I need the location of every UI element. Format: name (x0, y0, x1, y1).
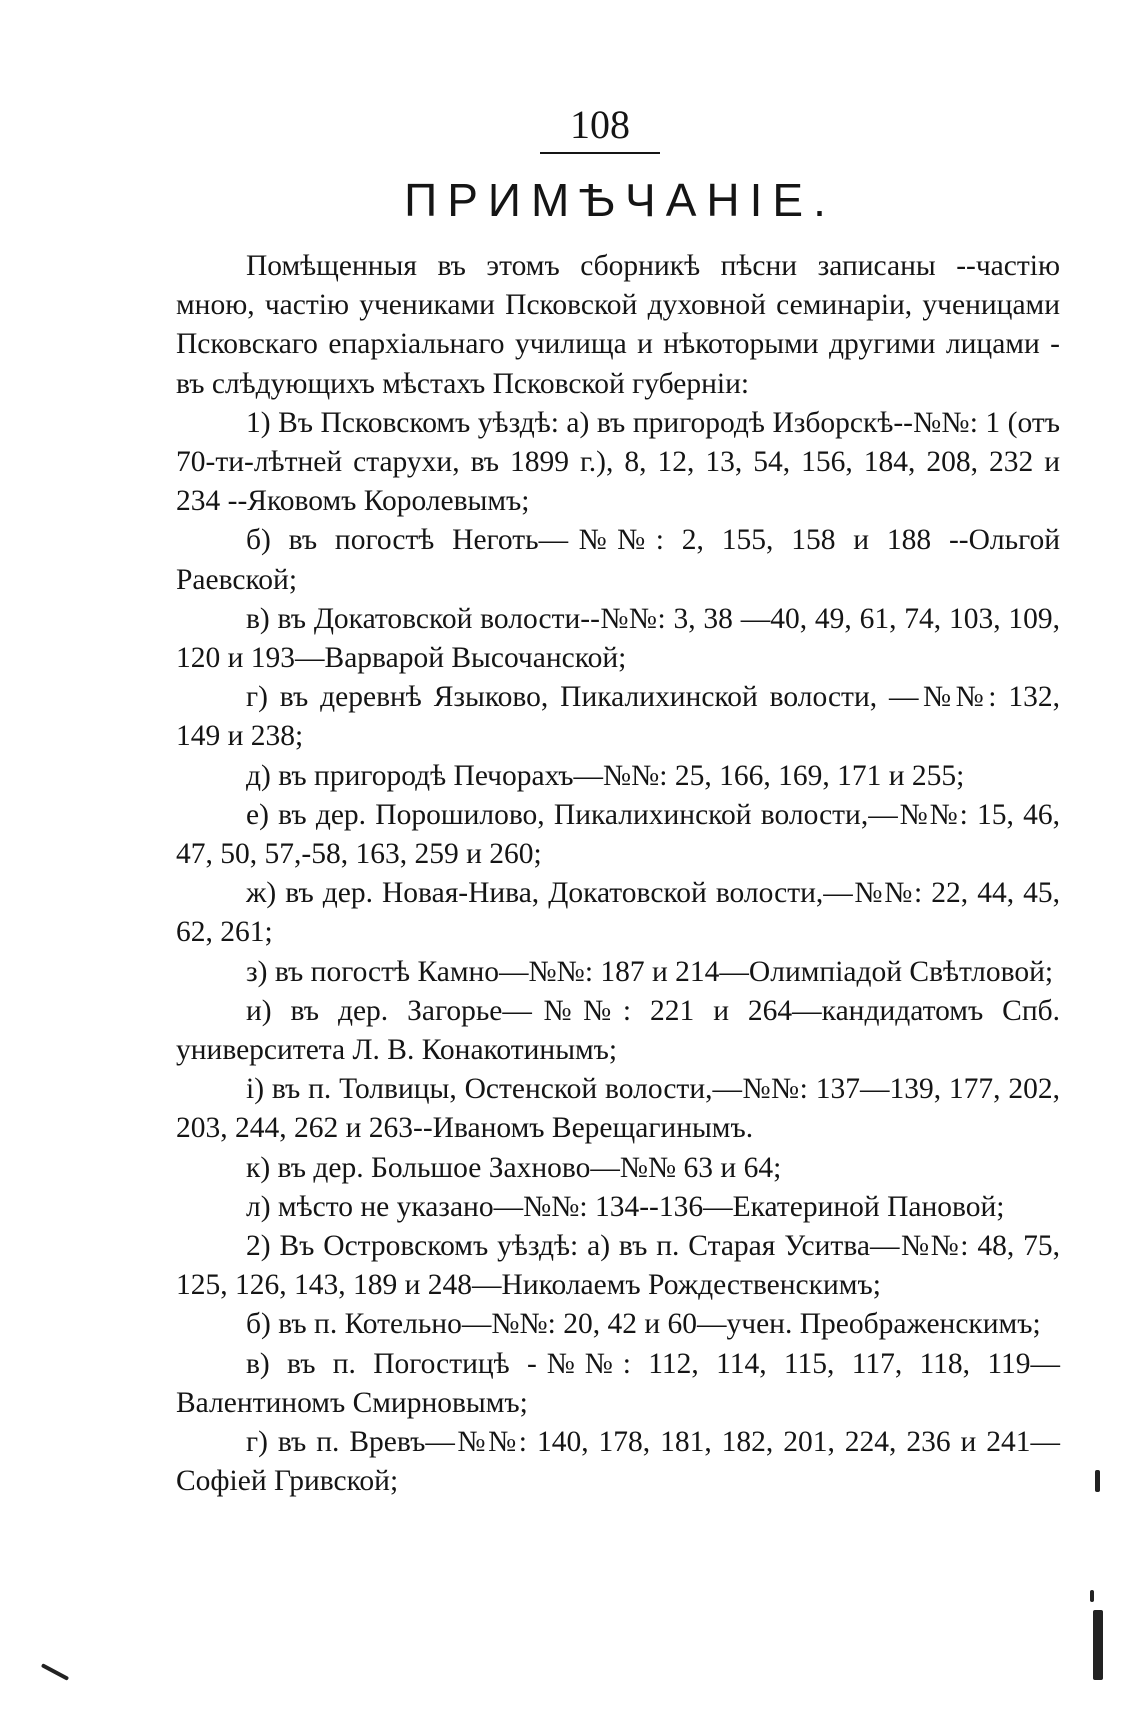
paragraph-i-tolvitsy: і) въ п. Толвицы, Остенской волости,—№№: 137—139, 177, 202, 203, 244, 262 и 263--Иваномъ Верещагинымъ. (176, 1073, 1060, 1145)
paragraph-z-kamno: з) въ погостѣ Камно—№№: 187 и 214—Олимпіадой Свѣтловой; (246, 955, 1054, 988)
paragraph-g-yazykovo: г) въ деревнѣ Языково, Пикалихинской волости, —№№: 132, 149 и 238; (176, 681, 1060, 753)
paragraph-v-dokatovskaya: в) въ Докатовской волости--№№: 3, 38 —40, 49, 61, 74, 103, 109, 120 и 193—Варварой Высочанской; (176, 602, 1060, 675)
page-title: ПРИМѢЧАНІЕ. (404, 174, 836, 226)
paragraph-l-not-specified: л) мѣсто не указано—№№: 134--136—Екатериной Пановой; (246, 1190, 1005, 1223)
paragraph-b-negot: б) въ погостѣ Неготь—№№: 2, 155, 158 и 188 --Ольгой Раевской; (176, 524, 1060, 596)
scan-speck (1090, 1590, 1094, 1602)
page-number: 108 (540, 102, 660, 154)
paragraph-d-pechory: д) въ пригородѣ Печорахъ—№№: 25, 166, 169, 171 и 255; (246, 759, 965, 792)
paragraph-zh-novaya-niva: ж) въ дер. Новая-Нива, Докатовской волости,—№№: 22, 44, 45, 62, 261; (176, 877, 1060, 949)
scan-speck (1095, 1470, 1100, 1492)
paragraph-v-pogostitsa: в) въ п. Погостицѣ -№№: 112, 114, 115, 117, 118, 119—Валентиномъ Смирновымъ; (176, 1347, 1060, 1419)
scan-speck (1093, 1610, 1103, 1680)
body-text (176, 247, 1060, 1502)
paragraph-k-bolshoe-zakhnovo: к) въ дер. Большое Захново—№№ 63 и 64; (246, 1151, 782, 1184)
paragraph-e-poroshilovo: е) въ дер. Порошилово, Пикалихинской волости,—№№: 15, 46, 47, 50, 57,-58, 163, 259 и 260; (176, 798, 1060, 871)
paragraph-g-vrev: г) въ п. Вревъ—№№: 140, 178, 181, 182, 201, 224, 236 и 241—Софіей Гривской; (176, 1426, 1060, 1498)
paragraph-pskov-district: 1) Въ Псковскомъ уѣздѣ: а) въ пригородѣ Изборскѣ--№№: 1 (отъ 70-ти-лѣтней старухи, въ 1899 г.), 8, 12, 13, 54, 156, 184, 208, 232 и 234 --Яковомъ Королевымъ; (176, 406, 1060, 518)
paragraph-i-zagorie: и) въ дер. Загорье—№№: 221 и 264—кандидатомъ Спб. университета Л. В. Конакотинымъ; (176, 994, 1060, 1067)
paragraph-b-kotelno: б) въ п. Котельно—№№: 20, 42 и 60—учен. Преображенскимъ; (246, 1308, 1041, 1341)
scan-speck (41, 1663, 69, 1681)
paragraph-intro: Помѣщенныя въ этомъ сборникѣ пѣсни записаны --частію мною, частію учениками Псковской духовной семинаріи, ученицами Псковскаго епархіальнаго училища и нѣкоторыми другими лицами - въ слѣдующихъ мѣстахъ Псковской губерніи: (176, 250, 1060, 400)
paragraph-ostrov-district: 2) Въ Островскомъ уѣздѣ: а) въ п. Старая Уситва—№№: 48, 75, 125, 126, 143, 189 и 248—Николаемъ Рождественскимъ; (176, 1230, 1060, 1302)
